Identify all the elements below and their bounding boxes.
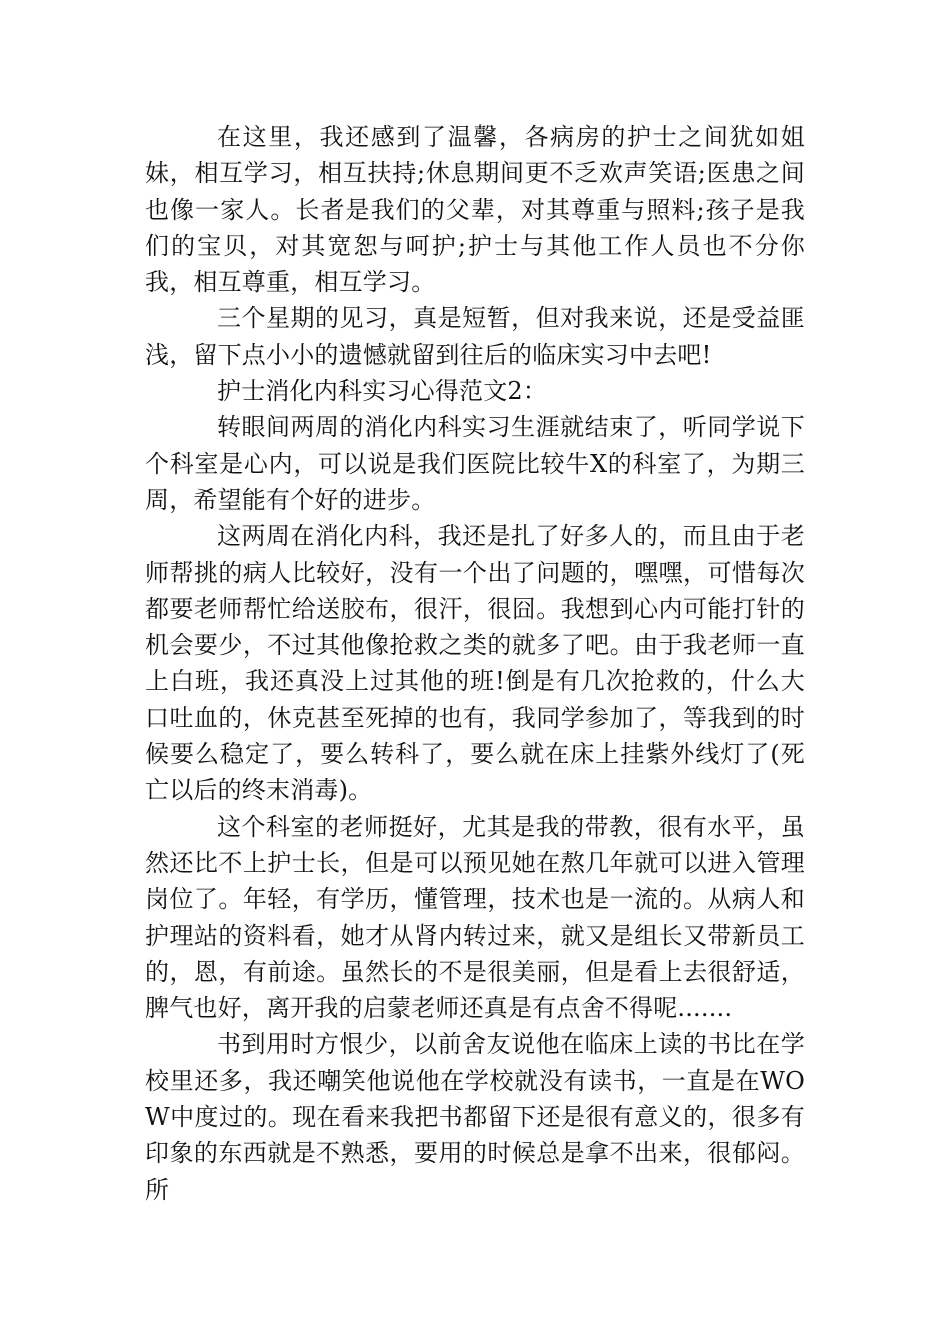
paragraph-teacher: 这个科室的老师挺好，尤其是我的带教，很有水平，虽然还比不上护士长，但是可以预见她在熬几年就可以进入管理岗位了。年轻，有学历，懂管理，技术也是一流的。从病人和护理站的资料看，她才从肾内转过来，就又是组长又带新员工的，恩，有前途。虽然长的不是很美丽，但是看上去很舒适，脾气也好，离开我的启蒙老师还真是有点舍不得呢....... [145, 812, 805, 1023]
section-heading-essay-2: 护士消化内科实习心得范文2： [217, 377, 548, 406]
paragraph-three-weeks: 三个星期的见习，真是短暂，但对我来说，还是受益匪浅，留下点小小的遗憾就留到往后的临床实习中去吧! [145, 304, 805, 369]
paragraph-warmth: 在这里，我还感到了温馨，各病房的护士之间犹如姐妹，相互学习，相互扶持;休息期间更不乏欢声笑语;医患之间也像一家人。长者是我们的父辈，对其尊重与照料;孩子是我们的宝贝，对其宽恕与呵护;护士与其他工作人员也不分你我，相互尊重，相互学习。 [145, 123, 805, 297]
document-body [145, 119, 805, 1208]
paragraph-books: 书到用时方恨少，以前舍友说他在临床上读的书比在学校里还多，我还嘲笑他说他在学校就没有读书，一直是在WOW中度过的。现在看来我把书都留下还是很有意义的，很多有印象的东西就是不熟悉，要用的时候总是拿不出来，很郁闷。所 [145, 1030, 805, 1204]
paragraph-injections: 这两周在消化内科，我还是扎了好多人的，而且由于老师帮挑的病人比较好，没有一个出了问题的，嘿嘿，可惜每次都要老师帮忙给送胶布，很汗，很囧。我想到心内可能打针的机会要少，不过其他像抢救之类的就多了吧。由于我老师一直上白班，我还真没上过其他的班!倒是有几次抢救的，什么大口吐血的，休克甚至死掉的也有，我同学参加了，等我到的时候要么稳定了，要么转科了，要么就在床上挂紫外线灯了(死亡以后的终末消毒)。 [145, 522, 805, 805]
paragraph-two-weeks-over: 转眼间两周的消化内科实习生涯就结束了，听同学说下个科室是心内，可以说是我们医院比较牛X的科室了，为期三周，希望能有个好的进步。 [145, 413, 805, 514]
